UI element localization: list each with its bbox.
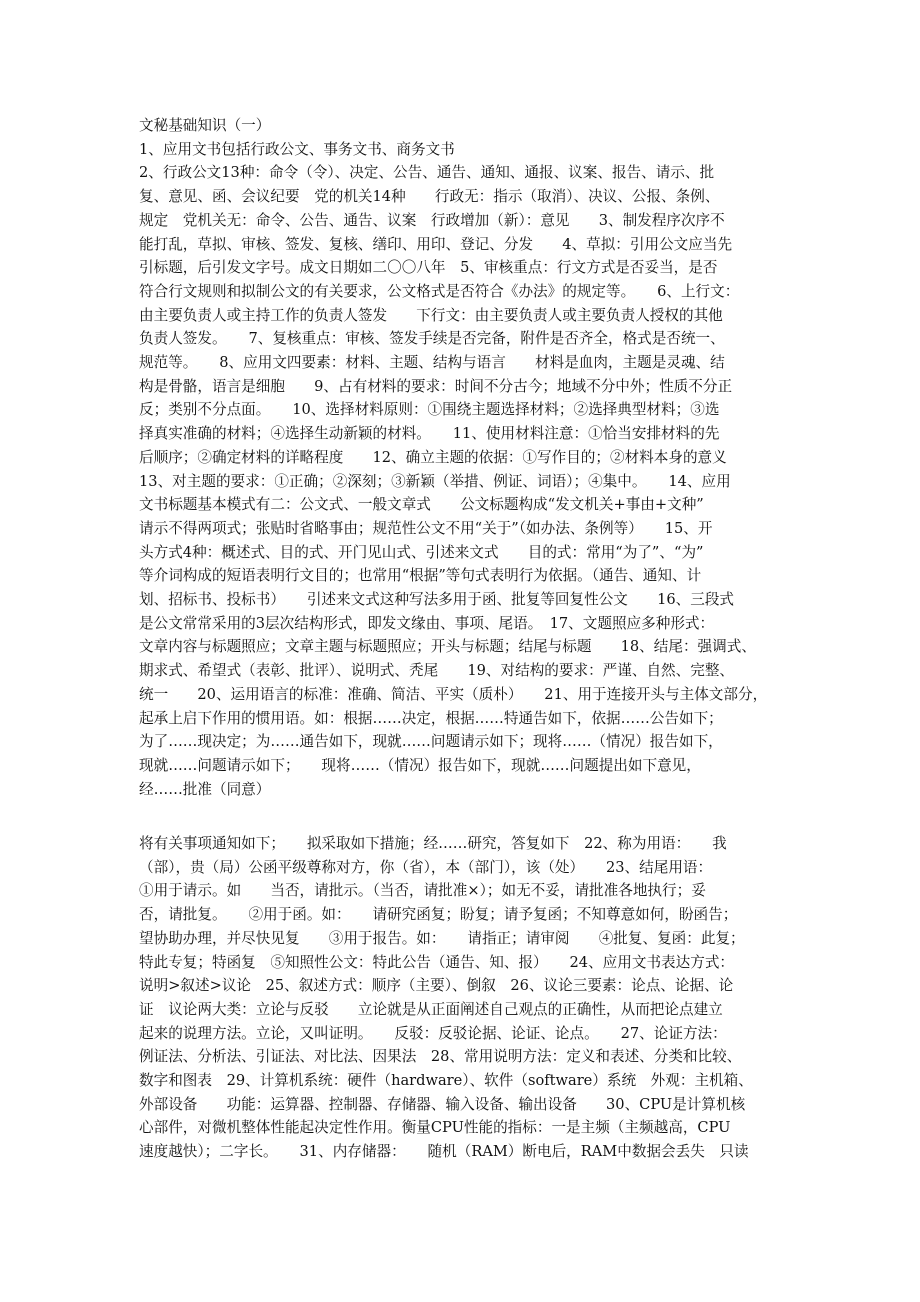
text-line: 望协助办理，并尽快见复 ③用于报告。如： 请指正；请审阅 ④批复、复函：此复； (139, 929, 745, 947)
text-line: 由主要负责人或主持工作的负责人签发 下行文：由主要负责人或主要负责人授权的其他 (139, 306, 723, 324)
text-line: 证 议论两大类：立论与反驳 立论就是从正面阐述自己观点的正确性，从而把论点建立 (139, 1000, 723, 1018)
text-line: 头方式4种：概述式、目的式、开门见山式、引述来文式 目的式：常用“为了”、“为” (139, 543, 704, 561)
text-line: 现就……问题请示如下； 现将……（情况）报告如下，现就……问题提出如下意见， (139, 756, 701, 774)
document-title: 文秘基础知识（一） (139, 117, 271, 134)
paragraph-2 (139, 832, 793, 1164)
text-line: 特此专复；特函复 ⑤知照性公文：特此公告（通告、知、报） 24、应用文书表达方式： (139, 953, 735, 971)
text-line: 复、意见、函、会议纪要 党的机关14种 行政无：指示（取消）、决议、公报、条例、 (139, 188, 720, 206)
text-line: 13、对主题的要求：①正确；②深刻；③新颖（举措、例证、词语）；④集中。 14、应用 (139, 472, 731, 490)
text-line: 文书标题基本模式有二：公文式、一般文章式 公文标题构成“发文机关+事由+文种” (139, 496, 704, 514)
text-line: 引标题，后引发文字号。成文日期如二〇〇八年 5、审核重点：行文方式是否妥当，是否 (139, 259, 718, 277)
text-line: 例证法、分析法、引证法、对比法、因果法 28、常用说明方法：定义和表述、分类和比较、 (139, 1048, 742, 1066)
text-line: 符合行文规则和拟制公文的有关要求，公文格式是否符合《办法》的规定等。 6、上行文： (139, 282, 740, 300)
text-line: 统一 20、运用语言的标准：准确、简洁、平实（质朴） 21、用于连接开头与主体文部分， (139, 685, 768, 703)
document-body-part-2 (139, 832, 793, 1164)
text-line: 2、行政公文13种：命令（令）、决定、公告、通告、通知、通报、议案、报告、请示、批 (139, 164, 715, 182)
text-line: （部），贵（局）公函平级尊称对方，你（省），本（部门），该（处） 23、结尾用语： (139, 858, 713, 876)
text-line: 说明>叙述>议论 25、叙述方式：顺序（主要）、倒叙 26、议论三要素：论点、论据、论 (139, 977, 734, 995)
text-line: 择真实准确的材料；④选择生动新颖的材料。 11、使用材料注意：①恰当安排材料的先 (139, 425, 720, 443)
paragraph-1 (139, 138, 793, 802)
text-line: 起来的说理方法。立论，又叫证明。 反驳：反驳论据、论证、论点。 27、论证方法： (139, 1024, 727, 1042)
text-line: ①用于请示。如 当否，请批示。（当否，请批准×）；如无不妥，请批准各地执行；妥 (139, 882, 706, 900)
text-line: 速度越快）；二字长。 31、内存储器： 随机（RAM）断电后，RAM中数据会丢失 只读 (139, 1143, 749, 1161)
text-line: 反；类别不分点面。 10、选择材料原则：①围绕主题选择材料；②选择典型材料；③选 (139, 401, 720, 419)
text-line: 等介词构成的短语表明行文目的；也常用“根据”等句式表明行为依据。（通告、通知、计 (139, 567, 702, 585)
document-body-part-1 (139, 114, 793, 801)
text-line: 构是骨骼，语言是细胞 9、占有材料的要求：时间不分古今；地域不分中外；性质不分正 (139, 377, 733, 395)
text-line: 负责人签发。 7、复核重点：审核、签发手续是否完备，附件是否齐全，格式是否统一、 (139, 330, 725, 348)
text-line: 外部设备 功能：运算器、控制器、存储器、输入设备、输出设备 30、CPU是计算机核 (139, 1095, 746, 1113)
text-line: 将有关事项通知如下； 拟采取如下措施；经……研究，答复如下 22、称为用语： 我 (139, 835, 727, 852)
text-line: 能打乱，草拟、审核、签发、复核、缮印、用印、登记、分发 4、草拟：引用公文应当先 (139, 235, 733, 253)
text-line: 为了……现决定；为……通告如下，现就……问题请示如下；现将……（情况）报告如下， (139, 733, 723, 751)
text-line: 经……批准（同意） (139, 780, 271, 798)
text-line: 期求式、希望式（表彰、批评）、说明式、秃尾 19、对结构的要求：严谨、自然、完整、 (139, 662, 735, 680)
text-line: 起承上启下作用的惯用语。如：根据……决定，根据……特通告如下，依据……公告如下； (139, 709, 723, 727)
text-line: 数字和图表 29、计算机系统：硬件（hardware）、软件（software）系统 外观：主机箱、 (139, 1072, 753, 1090)
text-line: 文章内容与标题照应；文章主题与标题照应；开头与标题；结尾与标题 18、结尾：强调式、 (139, 638, 756, 656)
text-line: 规定 党机关无：命令、公告、通告、议案 行政增加（新）：意见 3、制发程序次序不 (139, 211, 725, 229)
text-line: 规范等。 8、应用文四要素：材料、主题、结构与语言 材料是血肉，主题是灵魂、结 (139, 354, 725, 372)
text-line: 是公文常常采用的3层次结构形式，即发文缘由、事项、尾语。 17、文题照应多种形式： (139, 614, 715, 632)
text-line: 1、应用文书包括行政公文、事务文书、商务文书 (139, 140, 455, 158)
text-line: 请示不得两项式；张贴时省略事由；规范性公文不用“关于”（如办法、条例等） 15、开 (139, 519, 713, 537)
text-line: 后顺序；②确定材料的详略程度 12、确立主题的依据：①写作目的；②材料本身的意义 (139, 448, 727, 466)
text-line: 否，请批复。 ②用于函。如： 请研究函复；盼复；请予复函；不知尊意如何，盼函告； (139, 906, 738, 924)
text-line: 心部件，对微机整体性能起决定性作用。衡量CPU性能的指标：一是主频（主频越高，CPU (139, 1119, 731, 1137)
text-line: 划、招标书、投标书） 引述来文式这种写法多用于函、批复等回复性公文 16、三段式 (139, 591, 735, 609)
